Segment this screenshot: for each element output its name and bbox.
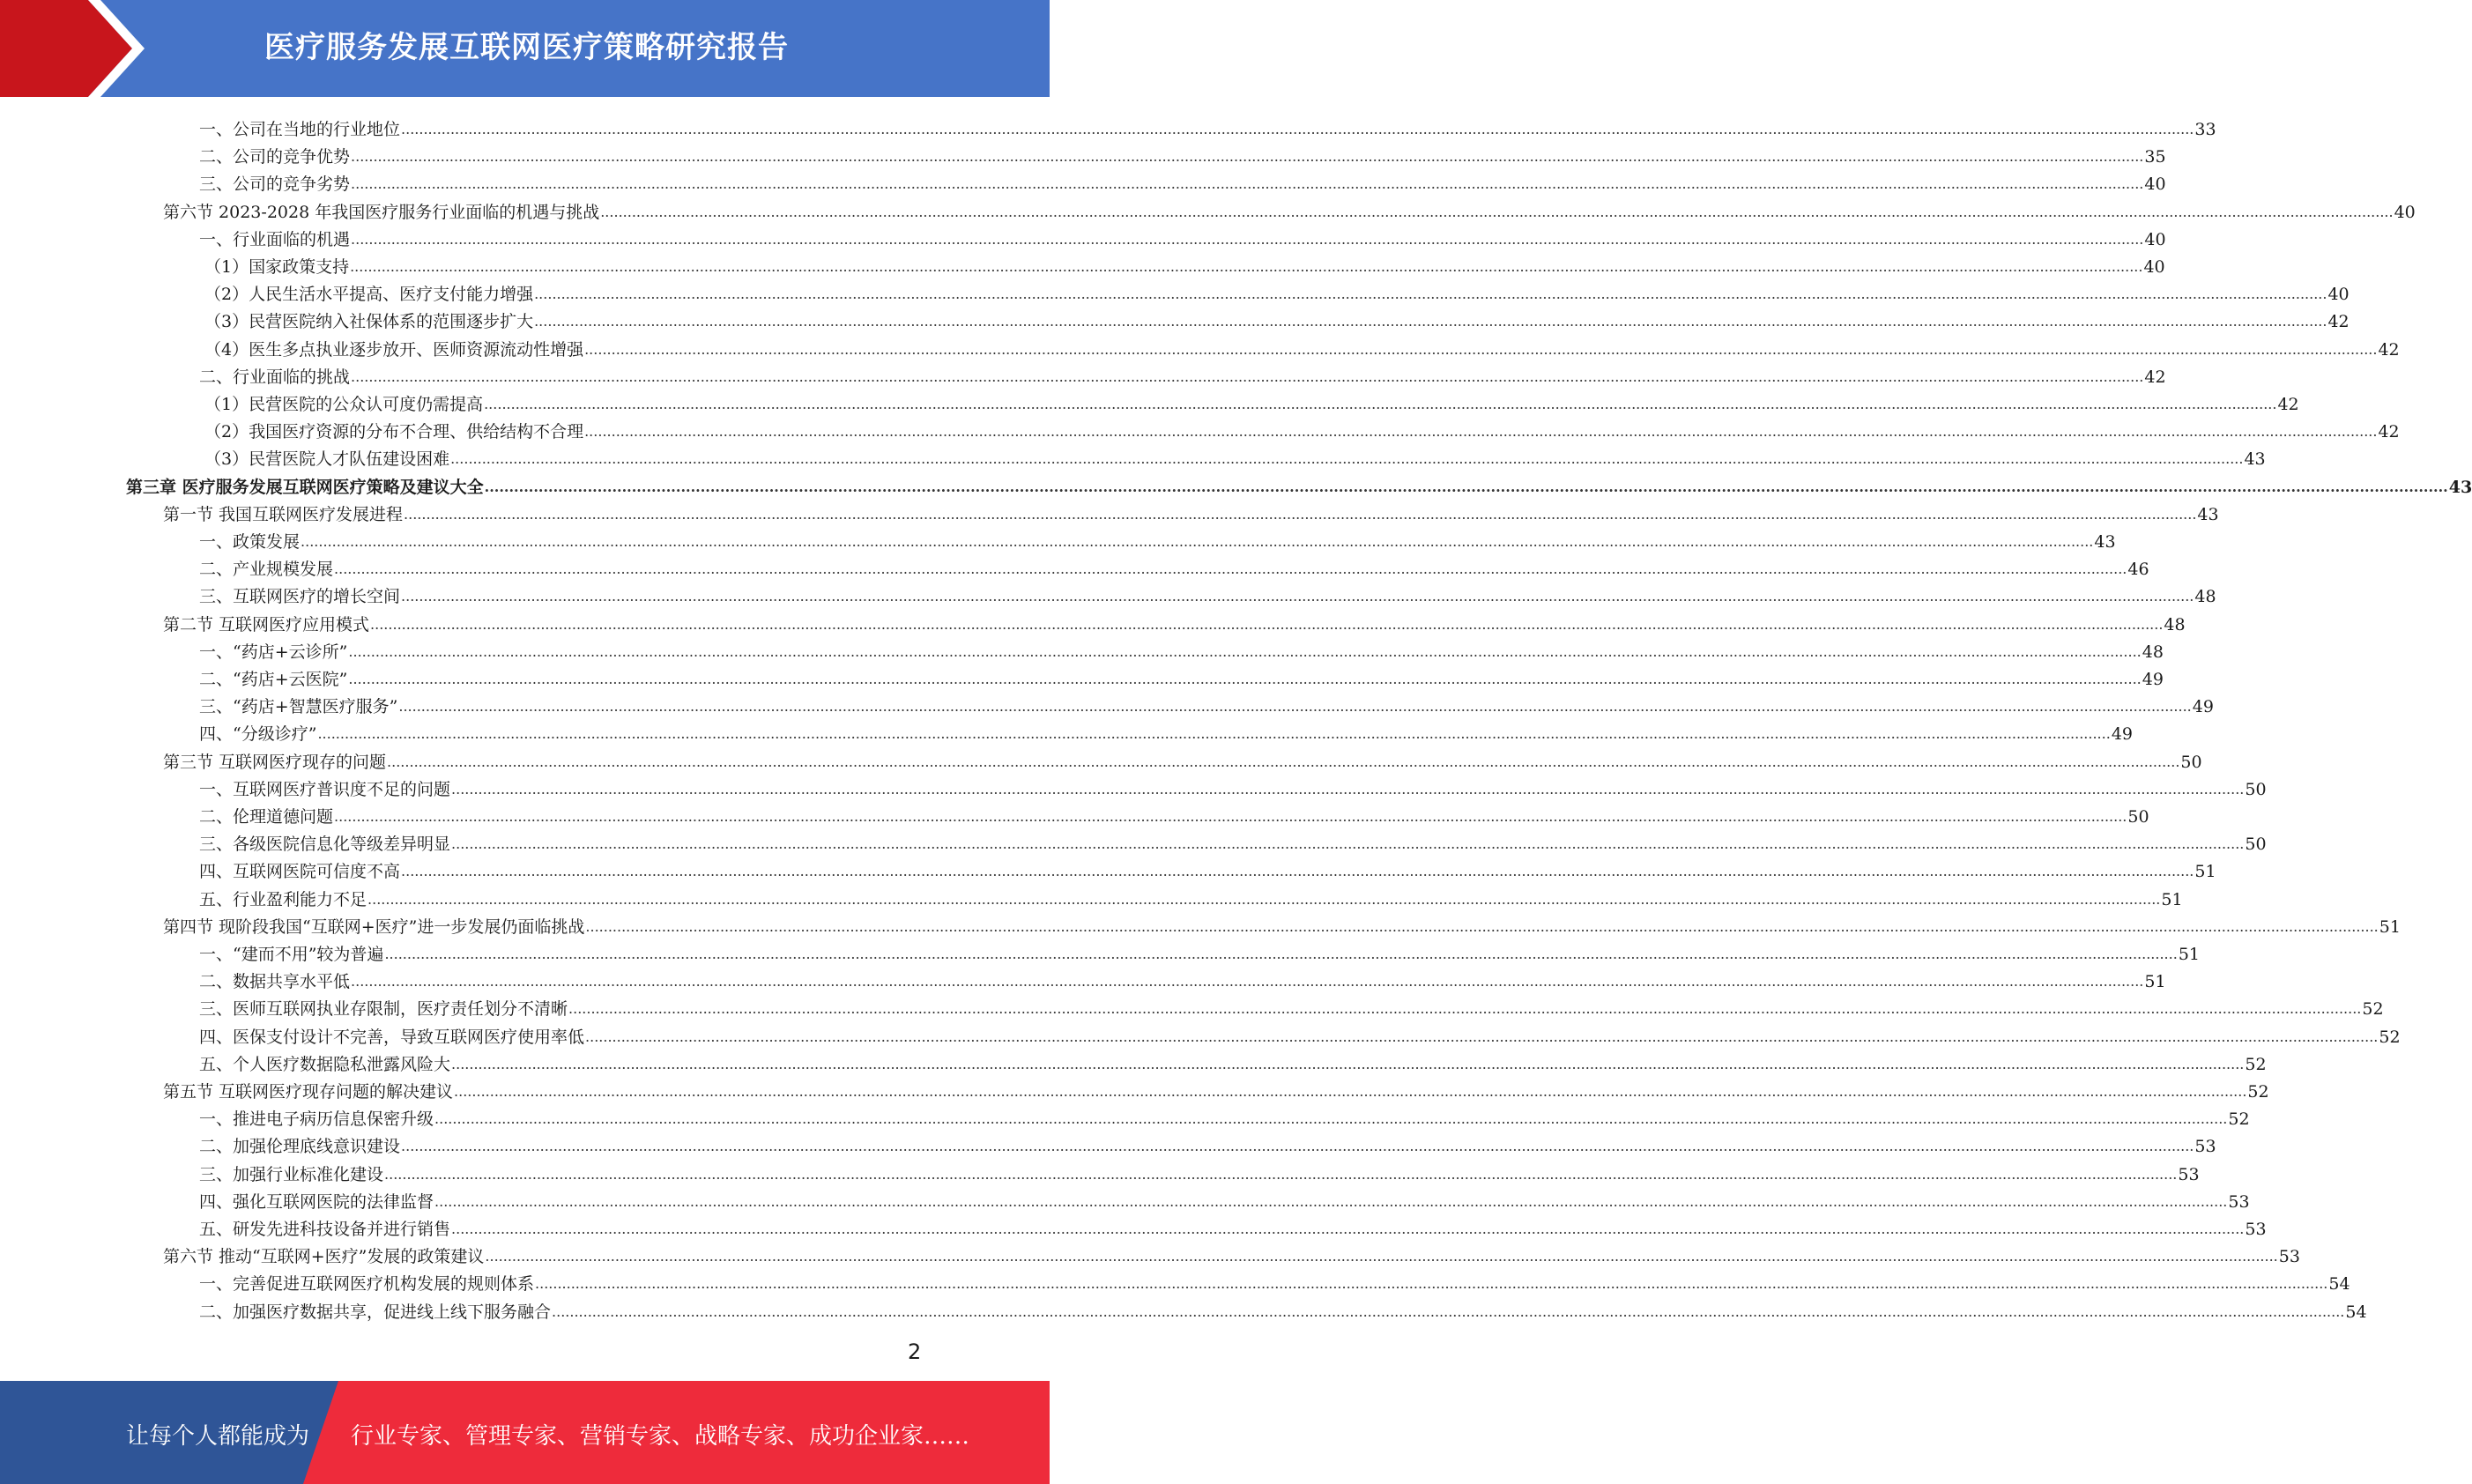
toc-dot-leader: ................................................................................................................................................................................................................................................................................................................................................................................................................ [585,917,2379,935]
toc-dot-leader: ................................................................................................................................................................................................................................................................................................................................................................................................................ [334,808,2127,825]
page-header [0,0,1050,97]
toc-entry[interactable] [199,167,2166,195]
toc-entry-label: 三、“药店+智慧医疗服务” [199,697,398,717]
toc-entry-label: （3）民营医院纳入社保体系的范围逐步扩大 [204,312,534,332]
toc-entry-page: 50 [2180,752,2202,772]
toc-entry[interactable] [199,1267,2350,1295]
toc-entry[interactable] [199,140,2166,167]
toc-entry-page: 42 [2327,312,2350,332]
toc-entry-label: 第三节 互联网医疗现存的问题 [163,752,387,772]
toc-entry-label: 二、公司的竞争优势 [199,147,351,167]
toc-entry-page: 53 [2278,1247,2300,1267]
toc-dot-leader: ................................................................................................................................................................................................................................................................................................................................................................................................................ [552,1302,2345,1320]
toc-entry-label: 二、行业面临的挑战 [199,367,351,387]
toc-entry-page: 53 [2228,1191,2250,1212]
toc-entry-label: （2）人民生活水平提高、医疗支付能力增强 [204,285,534,305]
toc-entry[interactable] [199,938,2200,965]
toc-dot-leader: ................................................................................................................................................................................................................................................................................................................................................................................................................ [451,1055,2245,1072]
toc-entry-label: 四、医保支付设计不完善，导致互联网医疗使用率低 [199,1027,585,1047]
toc-dot-leader: ................................................................................................................................................................................................................................................................................................................................................................................................................ [401,121,2194,137]
toc-entry[interactable] [199,827,2267,855]
toc-entry-page: 49 [2192,697,2214,717]
toc-dot-leader: ................................................................................................................................................................................................................................................................................................................................................................................................................ [584,423,2378,441]
toc-entry-page: 50 [2245,835,2267,855]
footer-slogan-left: 让每个人都能成为 [126,1423,310,1450]
toc-entry-label: 第三章 医疗服务发展互联网医疗策略及建议大全 [126,477,484,497]
toc-entry[interactable] [199,992,2384,1020]
toc-dot-leader: ................................................................................................................................................................................................................................................................................................................................................................................................................ [534,313,2327,330]
toc-entry-page: 40 [2327,285,2350,305]
toc-entry[interactable] [163,498,2219,525]
toc-entry-page: 51 [2144,972,2166,992]
toc-entry-label: 二、“药店+云医院” [199,670,348,689]
toc-entry[interactable] [163,196,2416,223]
toc-entry-page: 51 [2379,916,2401,937]
toc-entry-page: 53 [2245,1220,2267,1239]
toc-entry-label: 二、加强医疗数据共享，促进线上线下服务融合 [199,1302,552,1322]
toc-dot-leader: ................................................................................................................................................................................................................................................................................................................................................................................................................ [534,286,2327,303]
toc-dot-leader: ................................................................................................................................................................................................................................................................................................................................................................................................................ [301,533,2094,550]
toc-entry-label: 二、伦理道德问题 [199,807,334,827]
toc-entry-page: 40 [2143,257,2165,277]
footer-slogan-right: 行业专家、管理专家、营销专家、战略专家、成功企业家…… [351,1423,970,1450]
toc-dot-leader: ................................................................................................................................................................................................................................................................................................................................................................................................................ [351,367,2144,385]
toc-entry-page: 48 [2164,614,2186,634]
toc-entry-label: 五、行业盈利能力不足 [199,889,367,909]
toc-entry-page: 51 [2161,889,2183,909]
toc-entry-page: 43 [2094,532,2116,552]
page-footer [0,1381,1050,1484]
toc-entry-label: （3）民营医院人才队伍建设困难 [204,449,450,470]
toc-dot-leader: ................................................................................................................................................................................................................................................................................................................................................................................................................ [401,1138,2194,1155]
toc-entry[interactable] [204,388,2299,415]
toc-entry[interactable] [199,800,2149,827]
toc-entry-page: 52 [2228,1109,2250,1130]
toc-entry-label: 一、“建而不用”较为普遍 [199,945,384,964]
toc-dot-leader: ................................................................................................................................................................................................................................................................................................................................................................................................................ [348,671,2142,687]
toc-entry-page: 42 [2277,395,2299,414]
toc-entry[interactable] [199,1158,2200,1185]
toc-entry-page: 53 [2178,1164,2200,1184]
toc-entry[interactable] [199,965,2166,992]
toc-entry-page: 40 [2144,229,2166,249]
toc-entry[interactable] [199,663,2164,690]
toc-entry[interactable] [199,1213,2267,1240]
toc-entry-label: 第二节 互联网医疗应用模式 [163,614,370,634]
toc-entry[interactable] [199,1048,2267,1075]
toc-entry[interactable] [199,773,2267,800]
toc-dot-leader: ................................................................................................................................................................................................................................................................................................................................................................................................................ [585,1028,2379,1045]
toc-entry-page: 35 [2144,147,2166,167]
toc-entry[interactable] [199,525,2116,553]
toc-dot-leader: ................................................................................................................................................................................................................................................................................................................................................................................................................ [404,505,2197,523]
toc-entry-page: 52 [2362,999,2384,1020]
toc-dot-leader: ................................................................................................................................................................................................................................................................................................................................................................................................................ [387,753,2180,770]
toc-entry[interactable] [163,1240,2300,1267]
toc-dot-leader: ................................................................................................................................................................................................................................................................................................................................................................................................................ [451,780,2245,798]
toc-entry-label: 一、“药店+云诊所” [199,642,348,662]
toc-dot-leader: ................................................................................................................................................................................................................................................................................................................................................................................................................ [367,890,2161,908]
toc-entry-label: 一、行业面临的机遇 [199,229,351,249]
toc-entry-page: 53 [2194,1137,2216,1157]
toc-entry[interactable] [199,1130,2216,1157]
toc-dot-leader: ................................................................................................................................................................................................................................................................................................................................................................................................................ [600,203,2394,220]
toc-entry-page: 48 [2142,642,2164,662]
toc-entry[interactable] [163,746,2202,773]
toc-dot-leader: ................................................................................................................................................................................................................................................................................................................................................................................................................ [351,175,2144,193]
toc-entry[interactable] [204,278,2350,305]
toc-entry-page: 49 [2142,670,2164,689]
toc-entry[interactable] [204,442,2266,470]
toc-entry[interactable] [199,1102,2250,1130]
toc-dot-leader: ................................................................................................................................................................................................................................................................................................................................................................................................................ [398,698,2192,716]
toc-dot-leader: ................................................................................................................................................................................................................................................................................................................................................................................................................ [334,560,2127,578]
toc-chapter-entry[interactable] [126,471,2472,498]
toc-entry-label: 一、推进电子病历信息保密升级 [199,1109,434,1130]
toc-dot-leader: ................................................................................................................................................................................................................................................................................................................................................................................................................ [450,450,2244,468]
toc-dot-leader: ................................................................................................................................................................................................................................................................................................................................................................................................................ [434,1192,2228,1210]
toc-dot-leader: ................................................................................................................................................................................................................................................................................................................................................................................................................ [384,1165,2178,1183]
toc-entry-page: 42 [2144,367,2166,387]
toc-entry[interactable] [199,223,2166,250]
toc-entry[interactable] [199,1295,2367,1323]
toc-entry-label: 第六节 2023-2028 年我国医疗服务行业面临的机遇与挑战 [163,202,600,222]
toc-entry-label: 二、产业规模发展 [199,560,334,580]
toc-entry-page: 49 [2111,724,2133,745]
toc-entry[interactable] [199,553,2149,580]
toc-entry[interactable] [199,1185,2250,1213]
toc-entry-page: 52 [2247,1082,2269,1102]
toc-dot-leader: ................................................................................................................................................................................................................................................................................................................................................................................................................ [351,973,2144,991]
toc-entry[interactable] [199,1020,2401,1048]
toc-entry-label: 三、公司的竞争劣势 [199,174,351,195]
toc-dot-leader: ................................................................................................................................................................................................................................................................................................................................................................................................................ [485,1248,2278,1265]
toc-dot-leader: ................................................................................................................................................................................................................................................................................................................................................................................................................ [568,1000,2362,1018]
toc-entry-page: 48 [2194,587,2216,607]
toc-dot-leader: ................................................................................................................................................................................................................................................................................................................................................................................................................ [451,1221,2245,1237]
toc-entry-page: 54 [2345,1302,2367,1322]
toc-entry[interactable] [199,855,2216,882]
toc-dot-leader: ................................................................................................................................................................................................................................................................................................................................................................................................................ [434,1110,2228,1128]
toc-entry-page: 54 [2328,1274,2350,1295]
toc-entry-page: 50 [2127,807,2149,827]
toc-entry-label: 四、强化互联网医院的法律监督 [199,1191,434,1212]
toc-dot-leader: ................................................................................................................................................................................................................................................................................................................................................................................................................ [370,615,2164,633]
toc-entry-label: 四、互联网医院可信度不高 [199,862,401,882]
toc-entry-label: 一、政策发展 [199,532,301,552]
toc-dot-leader: ................................................................................................................................................................................................................................................................................................................................................................................................................ [454,1083,2247,1100]
toc-entry-label: 二、加强伦理底线意识建设 [199,1137,401,1157]
toc-entry[interactable] [163,608,2186,635]
toc-entry[interactable] [163,1075,2269,1102]
toc-dot-leader: ................................................................................................................................................................................................................................................................................................................................................................................................................ [484,396,2277,412]
toc-dot-leader: ................................................................................................................................................................................................................................................................................................................................................................................................................ [384,946,2178,962]
toc-entry-page: 33 [2194,120,2216,139]
toc-entry-label: 三、各级医院信息化等级差异明显 [199,835,451,855]
toc-entry-page: 43 [2448,477,2472,497]
toc-dot-leader: ................................................................................................................................................................................................................................................................................................................................................................................................................ [584,340,2378,358]
toc-entry-page: 52 [2379,1027,2401,1047]
toc-dot-leader: ................................................................................................................................................................................................................................................................................................................................................................................................................ [401,588,2194,605]
toc-entry-label: 四、“分级诊疗” [199,724,317,745]
toc-entry[interactable] [199,580,2216,607]
toc-entry[interactable] [204,415,2400,442]
toc-entry-label: 五、个人医疗数据隐私泄露风险大 [199,1054,451,1074]
toc-entry-label: （1）民营医院的公众认可度仍需提高 [204,395,484,414]
toc-entry-page: 51 [2178,945,2200,964]
toc-dot-leader: ................................................................................................................................................................................................................................................................................................................................................................................................................ [535,1275,2328,1293]
toc-entry-label: 一、公司在当地的行业地位 [199,120,401,139]
toc-entry-page: 52 [2245,1054,2267,1074]
toc-entry-page: 43 [2197,504,2219,524]
toc-entry[interactable] [204,250,2165,278]
toc-entry[interactable] [163,910,2401,938]
toc-entry-label: 第一节 我国互联网医疗发展进程 [163,504,404,524]
toc-dot-leader: ................................................................................................................................................................................................................................................................................................................................................................................................................ [351,148,2144,166]
toc-entry-page: 43 [2244,449,2266,470]
toc-dot-leader: ................................................................................................................................................................................................................................................................................................................................................................................................................ [451,835,2245,853]
toc-entry-label: （4）医生多点执业逐步放开、医师资源流动性增强 [204,339,584,360]
toc-entry[interactable] [199,360,2166,388]
toc-dot-leader: ................................................................................................................................................................................................................................................................................................................................................................................................................ [348,642,2142,660]
document-title: 医疗服务发展互联网医疗策略研究报告 [264,30,789,65]
toc-entry-label: 三、加强行业标准化建设 [199,1164,384,1184]
toc-entry-page: 46 [2127,560,2149,580]
toc-dot-leader: ................................................................................................................................................................................................................................................................................................................................................................................................................ [351,230,2144,248]
toc-entry[interactable] [199,883,2183,910]
toc-dot-leader: ................................................................................................................................................................................................................................................................................................................................................................................................................ [401,863,2194,880]
toc-entry-label: （1）国家政策支持 [204,257,350,277]
toc-entry[interactable] [204,305,2350,332]
toc-entry-label: 一、互联网医疗普识度不足的问题 [199,779,451,799]
toc-entry-page: 42 [2378,339,2400,360]
toc-entry-page: 51 [2194,862,2216,882]
toc-entry-label: （2）我国医疗资源的分布不合理、供给结构不合理 [204,422,584,442]
toc-entry-page: 40 [2394,202,2416,222]
toc-entry-label: 第五节 互联网医疗现存问题的解决建议 [163,1082,454,1102]
toc-entry-label: 二、数据共享水平低 [199,972,351,992]
toc-entry-page: 42 [2378,422,2400,442]
toc-entry-label: 三、医师互联网执业存限制，医疗责任划分不清晰 [199,999,568,1020]
toc-dot-leader: ................................................................................................................................................................................................................................................................................................................................................................................................................ [317,725,2111,743]
toc-entry[interactable] [199,717,2133,745]
page-number: 2 [908,1339,922,1364]
toc-entry-page: 50 [2245,779,2267,799]
toc-entry[interactable] [199,113,2216,140]
toc-entry[interactable] [199,635,2164,663]
toc-entry-label: 第四节 现阶段我国“互联网+医疗”进一步发展仍面临挑战 [163,916,585,937]
toc-dot-leader: ................................................................................................................................................................................................................................................................................................................................................................................................................ [484,478,2448,495]
toc-entry-label: 五、研发先进科技设备并进行销售 [199,1220,451,1239]
toc-entry-label: 第六节 推动“互联网+医疗”发展的政策建议 [163,1247,485,1267]
toc-entry[interactable] [199,690,2214,717]
toc-entry-label: 三、互联网医疗的增长空间 [199,587,401,607]
toc-entry-page: 40 [2144,174,2166,195]
toc-dot-leader: ................................................................................................................................................................................................................................................................................................................................................................................................................ [350,258,2143,275]
toc-entry-label: 一、完善促进互联网医疗机构发展的规则体系 [199,1274,535,1295]
toc-entry[interactable] [204,333,2400,360]
